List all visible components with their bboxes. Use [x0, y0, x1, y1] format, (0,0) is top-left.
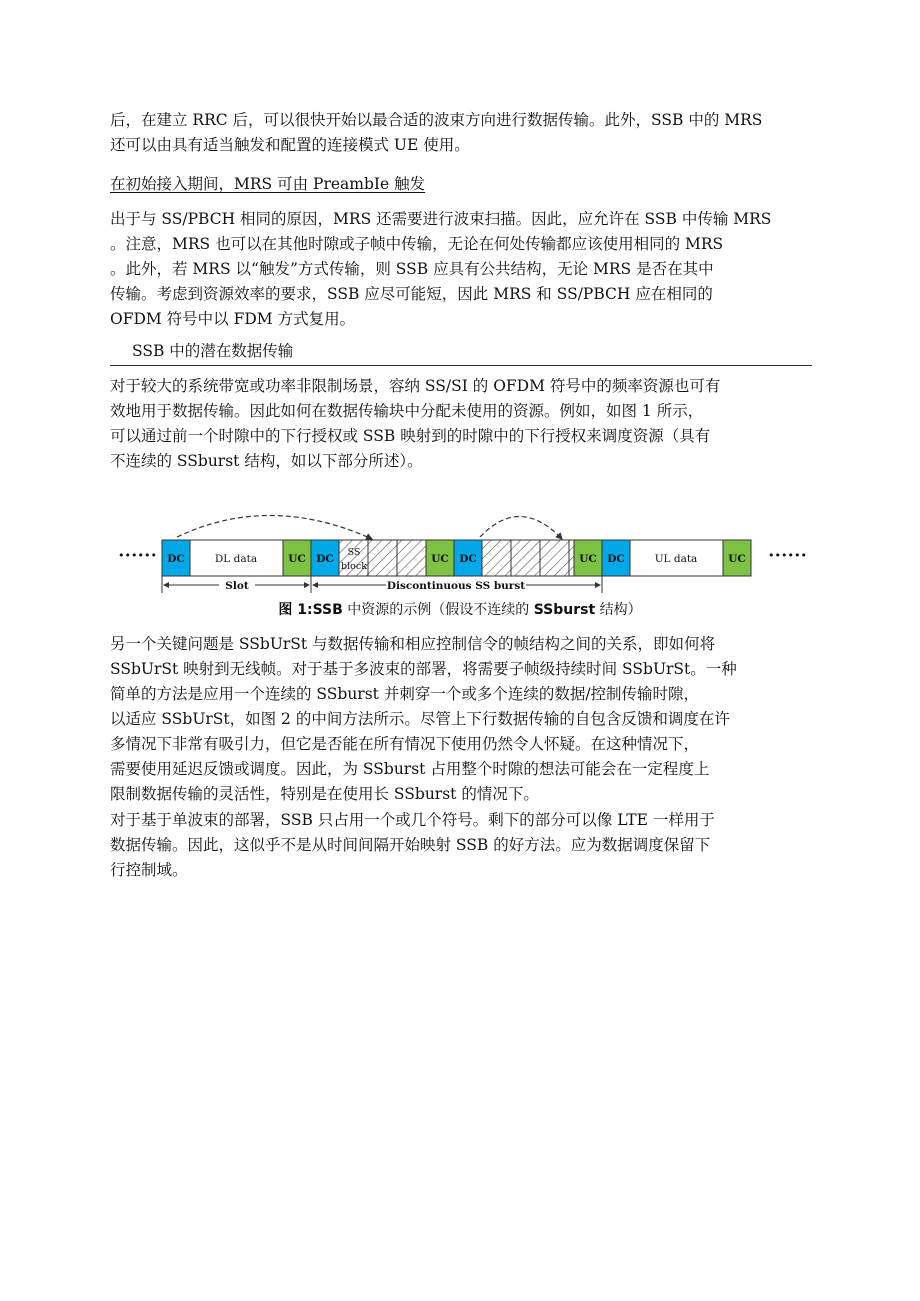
uc-label: UC — [579, 553, 597, 565]
uc-label: UC — [288, 553, 306, 565]
dc-label: DC — [607, 553, 625, 565]
dl-data-label: DL data — [214, 553, 258, 565]
dashed-arc-arrow — [480, 516, 562, 539]
text-line: 另一个关键问题是 SSbUrSt 与数据传输和相应控制信令的帧结构之间的关系，即如何将 — [110, 635, 716, 653]
ss-block-label: SS — [347, 547, 361, 558]
hatched-symbol — [482, 540, 511, 576]
paragraph-ssb-data-transmission — [110, 374, 822, 474]
paragraph-single-beam — [110, 808, 822, 883]
paragraph-mrs-connected-mode — [110, 108, 822, 158]
ss-block-label: block — [341, 561, 367, 572]
text-line: 不连续的 SSburst 结构，如以下部分所述）。 — [110, 452, 423, 470]
text-line: 多情况下非常有吸引力，但它是否能在所有情况下使用仍然令人怀疑。在这种情况下， — [110, 735, 700, 753]
text-line: 行控制域。 — [110, 861, 188, 879]
text-line: 后，在建立 RRC 后，可以很快开始以最合适的波束方向进行数据传输。此外，SSB 中的 MRS — [110, 111, 763, 129]
text-line: OFDM 符号中以 FDM 方式复用。 — [110, 310, 356, 328]
burst-label: Discontinuous SS burst — [386, 580, 526, 592]
dc-label: DC — [459, 553, 477, 565]
frame-structure-diagram — [110, 495, 810, 597]
text-line: 限制数据传输的灵活性，特别是在使用长 SSburst 的情况下。 — [110, 785, 539, 803]
text-line: 效地用于数据传输。因此如何在数据传输块中分配未使用的资源。例如，如图 1 所示， — [110, 402, 704, 420]
figure-caption — [110, 600, 810, 620]
caption-mid: 中资源的示例（假设不连续的 — [342, 602, 534, 618]
ellipsis-right: •••••• — [768, 549, 807, 562]
text-line: 数据传输。因此，这似乎不是从时间间隔开始映射 SSB 的好方法。应为数据调度保留下 — [110, 836, 711, 854]
text-line: 需要使用延迟反馈或调度。因此，为 SSburst 占用整个时隙的想法可能会在一定程度上 — [110, 760, 710, 778]
text-line: 传输。考虑到资源效率的要求，SSB 应尽可能短，因此 MRS 和 SS/PBCH 应在相同的 — [110, 285, 713, 303]
text-line: SSbUrSt 映射到无线帧。对于基于多波束的部署，将需要子帧级持续时间 SSbUrSt。一种 — [110, 660, 737, 678]
figure-ssb-resource-example — [110, 495, 810, 625]
text-line: 。注意，MRS 也可以在其他时隙或子帧中传输，无论在何处传输都应该使用相同的 MRS — [110, 235, 724, 253]
hatched-symbol — [397, 540, 426, 576]
hatched-symbol — [511, 540, 540, 576]
text-line: 对于基于单波束的部署，SSB 只占用一个或几个符号。剩下的部分可以像 LTE 一样用于 — [110, 811, 715, 829]
text-line: 对于较大的系统带宽或功率非限制场景，容纳 SS/SI 的 OFDM 符号中的频率资源也可有 — [110, 377, 721, 395]
text-line: 简单的方法是应用一个连续的 SSburst 并刺穿一个或多个连续的数据/控制传输时隙， — [110, 685, 700, 703]
hatched-symbol — [368, 540, 397, 576]
caption-suffix: 结构） — [595, 602, 642, 618]
ellipsis-left: •••••• — [118, 549, 157, 562]
caption-prefix: 图 1: — [278, 602, 313, 618]
ul-data-label: UL data — [654, 553, 698, 565]
paragraph-ssburst-frame-structure — [110, 632, 822, 807]
text-line: 。此外，若 MRS 以“触发”方式传输，则 SSB 应具有公共结构，无论 MRS 是否在其中 — [110, 260, 714, 278]
uc-label: UC — [728, 553, 746, 565]
dc-label: DC — [316, 553, 334, 565]
slot-label: Slot — [225, 580, 249, 592]
caption-ssburst: SSburst — [533, 602, 596, 618]
text-line: 出于与 SS/PBCH 相同的原因，MRS 还需要进行波束扫描。因此，应允许在 SSB 中传输 MRS — [110, 210, 772, 228]
paragraph-mrs-beam-sweep — [110, 207, 822, 332]
dashed-arc-arrow — [177, 515, 372, 539]
uc-label: UC — [431, 553, 449, 565]
section-heading-initial-access: 在初始接入期间，MRS 可由 PreambIe 触发 — [110, 175, 426, 193]
text-line: 可以通过前一个时隙中的下行授权或 SSB 映射到的时隙中的下行授权来调度资源（具有 — [110, 427, 711, 445]
caption-ssb: SSB — [312, 602, 343, 618]
hatched-symbol — [540, 540, 569, 576]
text-line: 以适应 SSbUrSt，如图 2 的中间方法所示。尽管上下行数据传输的自包含反馈和调度在许 — [110, 710, 730, 728]
text-line: 还可以由具有适当触发和配置的连接模式 UE 使用。 — [110, 136, 470, 154]
section-heading-ssb-data: SSB 中的潜在数据传输 — [110, 340, 812, 366]
dc-label: DC — [167, 553, 185, 565]
